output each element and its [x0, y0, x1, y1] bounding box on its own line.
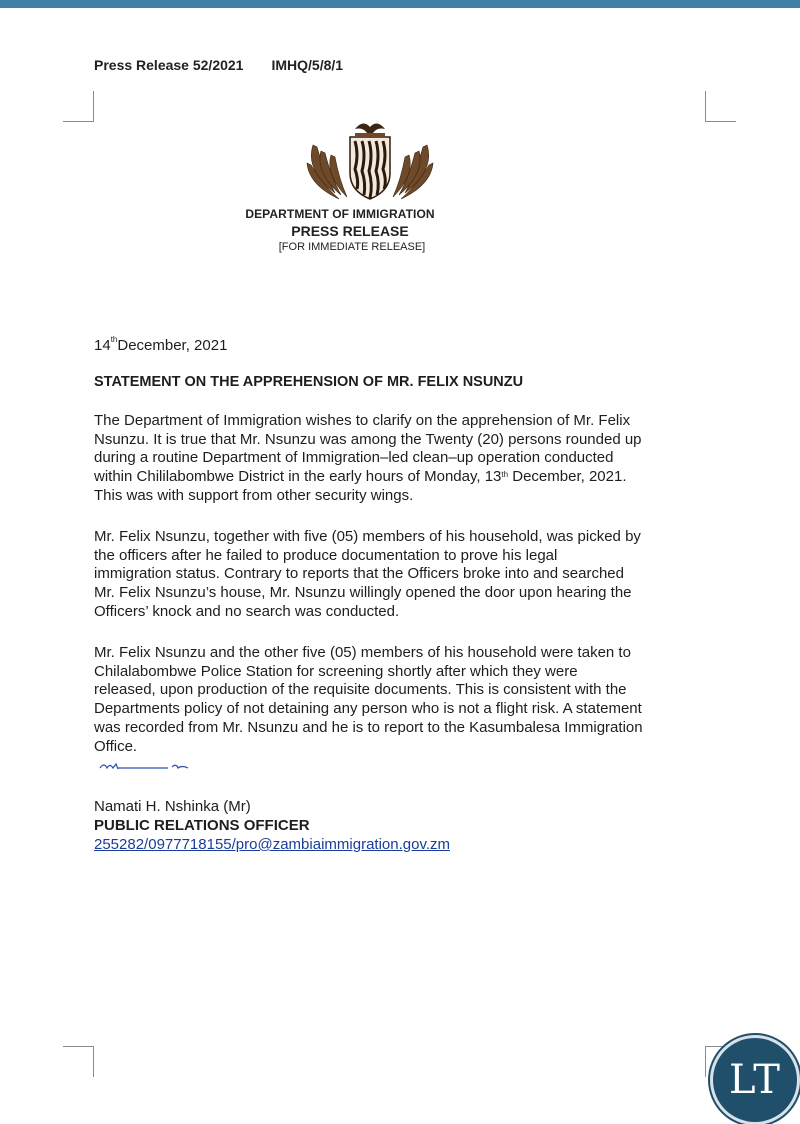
statement-title: STATEMENT ON THE APPREHENSION OF MR. FELIX NSUNZU: [94, 374, 524, 390]
paragraph-line: Chilalabombwe Police Station for screening shortly after which they were: [94, 662, 578, 680]
document-type: PRESS RELEASE: [291, 223, 409, 239]
paragraph-line: during a routine Department of Immigration–led clean–up operation conducted: [94, 449, 614, 467]
press-release-number: Press Release 52/2021: [94, 57, 244, 73]
crop-mark-bottom-left: [63, 1046, 94, 1077]
paragraph-line: was recorded from Mr. Nsunzu and he is to report to the Kasumbalesa Immigration: [94, 718, 643, 736]
paragraph-line: Office.: [94, 737, 138, 755]
signer-contact-link[interactable]: 255282/0977718155/pro@zambiaimmigration.gov.zm: [94, 836, 450, 853]
lt-logo-badge: [713, 1038, 797, 1122]
signer-role: PUBLIC RELATIONS OFFICER: [94, 817, 310, 834]
paragraph-1: [94, 412, 714, 506]
paragraph-2: [94, 528, 714, 622]
paragraph-line: [94, 468, 714, 487]
paragraph-line: Mr. Felix Nsunzu’s house, Mr. Nsunzu willingly opened the door upon hearing the: [94, 584, 632, 602]
paragraph-line: This was with support from other security wings.: [94, 486, 414, 504]
paragraph-line: Mr. Felix Nsunzu and the other five (05) members of his household were taken to: [94, 644, 631, 661]
date-day: 14: [94, 337, 111, 354]
document-header: [94, 57, 343, 73]
paragraph-line: released, upon production of the requisite documents. This is consistent with the: [94, 681, 627, 699]
paragraph-line: Officers’ knock and no search was conducted.: [94, 602, 400, 620]
crop-mark-top-left: [63, 91, 94, 122]
lt-logo-text: LT: [729, 1057, 781, 1103]
release-note: [FOR IMMEDIATE RELEASE]: [278, 241, 426, 253]
line-text: December, 2021.: [508, 468, 627, 486]
date-suffix: th: [110, 335, 118, 344]
paragraph-line: Nsunzu. It is true that Mr. Nsunzu was among the Twenty (20) persons rounded up: [94, 430, 642, 448]
line-text: within Chililabombwe District in the early hours of Monday, 13: [94, 468, 502, 486]
paragraph-3: [94, 644, 714, 756]
crop-mark-top-right: [705, 91, 736, 122]
coat-of-arms-icon: [295, 115, 445, 205]
paragraph-line: The Department of Immigration wishes to clarify on the apprehension of Mr. Felix: [94, 412, 631, 429]
paragraph-line: Departments policy of not detaining any person who is not a flight risk. A statement: [94, 700, 642, 718]
signer-name: Namati H. Nshinka (Mr): [94, 798, 251, 815]
paragraph-line: immigration status. Contrary to reports that the Officers broke into and searched: [94, 565, 624, 583]
release-date: [94, 337, 227, 354]
department-name: DEPARTMENT OF IMMIGRATION: [245, 207, 435, 221]
paragraph-line: Mr. Felix Nsunzu, together with five (05) members of his household, was picked by: [94, 528, 641, 545]
date-rest: December, 2021: [117, 337, 228, 354]
paragraph-line: the officers after he failed to produce documentation to prove his legal: [94, 546, 558, 564]
top-border-bar: [0, 0, 800, 8]
reference-number: IMHQ/5/8/1: [271, 57, 344, 73]
date-suffix: th: [501, 470, 509, 480]
signature-mark: [98, 759, 194, 773]
